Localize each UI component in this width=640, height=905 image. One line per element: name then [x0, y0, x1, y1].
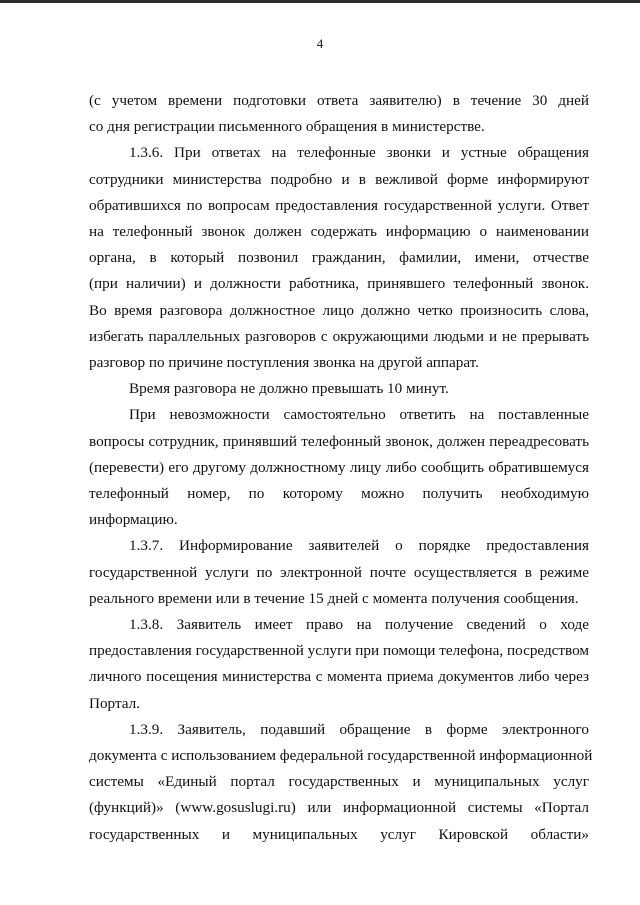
text-line: государственных и муниципальных услуг Кировской области»: [89, 825, 589, 843]
text-line: информацию.: [89, 511, 178, 529]
text-line: (функций)» (www.gosuslugi.ru) или информационной системы «Портал: [89, 799, 589, 817]
text-line: вопросы сотрудник, принявший телефонный звонок, должен переадресовать: [89, 432, 589, 450]
text-line: 1.3.8. Заявитель имеет право на получение сведений о ходе: [129, 616, 589, 634]
paragraph: [89, 88, 589, 140]
paragraph: [89, 402, 589, 533]
text-line: со дня регистрации письменного обращения в министерстве.: [89, 118, 485, 136]
text-line: (перевести) его другому должностному лицу либо сообщить обратившемуся: [89, 458, 589, 476]
paragraph: [89, 717, 593, 848]
text-line: обратившихся по вопросам предоставления государственной услуги. Ответ: [89, 196, 589, 214]
document-body: [89, 88, 593, 848]
text-line: 1.3.7. Информирование заявителей о порядке предоставления: [129, 537, 589, 555]
text-line: (с учетом времени подготовки ответа заявителю) в течение 30 дней: [89, 92, 589, 109]
text-line: документа с использованием федеральной государственной информационной: [89, 747, 593, 765]
text-line: системы «Единый портал государственных и муниципальных услуг: [89, 773, 589, 791]
text-line: Портал.: [89, 694, 141, 712]
text-line: избегать параллельных разговоров с окружающими людьми и не прерывать: [89, 327, 589, 345]
text-line: личного посещения министерства с момента приема документов либо через: [89, 668, 589, 686]
text-line: 1.3.6. При ответах на телефонные звонки и устные обращения: [129, 144, 589, 162]
text-line: органа, в который позвонил гражданин, фамилии, имени, отчестве: [89, 249, 589, 267]
text-line: разговор по причине поступления звонка на другой аппарат.: [89, 354, 479, 372]
text-line: сотрудники министерства подробно и в вежливой форме информируют: [89, 170, 589, 188]
text-line: реального времени или в течение 15 дней с момента получения сообщения.: [89, 589, 579, 607]
text-line: государственной услуги по электронной почте осуществляется в режиме: [89, 563, 589, 581]
text-line: 1.3.9. Заявитель, подавший обращение в форме электронного: [129, 720, 589, 738]
page-number: 4: [316, 36, 324, 51]
text-line: телефонный номер, по которому можно получить необходимую: [89, 485, 589, 503]
paragraph: [89, 376, 589, 402]
text-line: Время разговора не должно превышать 10 минут.: [129, 380, 449, 398]
text-line: При невозможности самостоятельно ответить на поставленные: [129, 406, 589, 424]
top-border-line: [0, 0, 640, 3]
paragraph: [89, 533, 589, 612]
text-line: (при наличии) и должности работника, принявшего телефонный звонок.: [89, 275, 589, 293]
text-line: предоставления государственной услуги при помощи телефона, посредством: [89, 642, 590, 660]
paragraph: [89, 140, 589, 376]
text-line: Во время разговора должностное лицо должно четко произносить слова,: [89, 301, 589, 319]
text-line: на телефонный звонок должен содержать информацию о наименовании: [89, 223, 589, 241]
paragraph: [89, 612, 589, 717]
